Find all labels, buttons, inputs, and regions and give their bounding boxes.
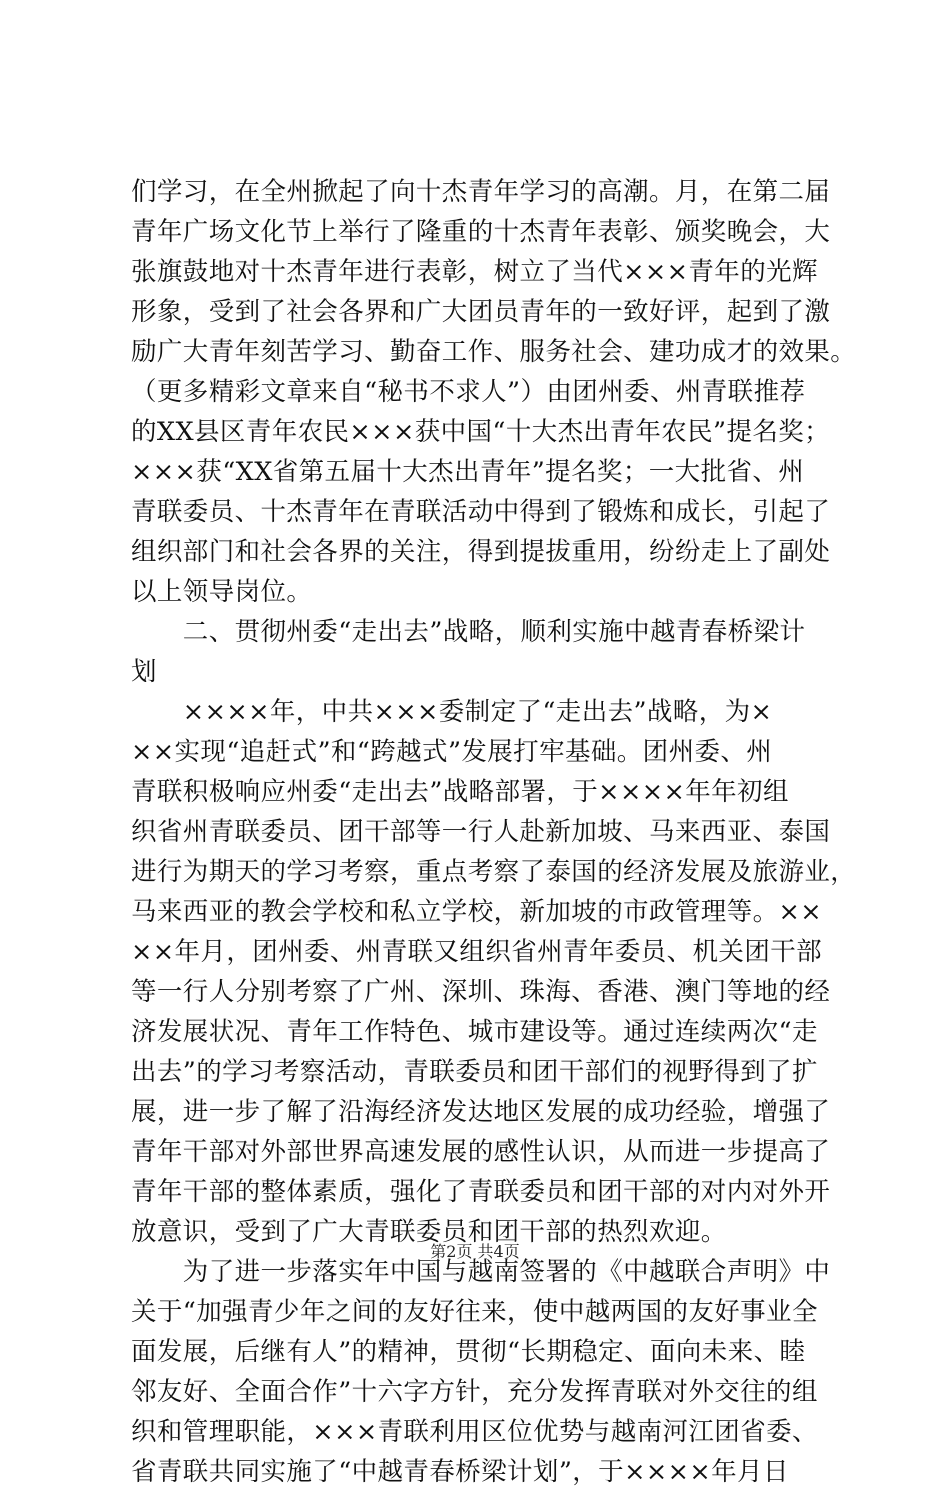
text-line: 青年干部的整体素质，强化了青联委员和团干部的对内对外开 <box>131 1177 831 1207</box>
text-line: 马来西亚的教会学校和私立学校，新加坡的市政管理等。×× <box>131 897 823 927</box>
text-line: 以上领导岗位。 <box>131 577 313 607</box>
document-body <box>131 172 857 1492</box>
text-line: 放意识，受到了广大青联委员和团干部的热烈欢迎。 <box>131 1217 727 1247</box>
text-line: 们学习，在全州掀起了向十杰青年学习的高潮。月，在第二届 <box>131 177 831 207</box>
text-line: 青年干部对外部世界高速发展的感性认识，从而进一步提高了 <box>131 1137 831 1167</box>
text-line: ××××年，中共×××委制定了“走出去”战略，为× <box>131 697 773 727</box>
text-line: 邻友好、全面合作”十六字方针，充分发挥青联对外交往的组 <box>131 1377 818 1407</box>
text-line: （更多精彩文章来自“秘书不求人”）由团州委、州青联推荐 <box>131 377 806 407</box>
text-line: 组织部门和社会各界的关注，得到提拔重用，纷纷走上了副处 <box>131 537 831 567</box>
text-line: 励广大青年刻苦学习、勤奋工作、服务社会、建功成才的效果。 <box>131 337 857 367</box>
text-line: 张旗鼓地对十杰青年进行表彰，树立了当代×××青年的光辉 <box>131 257 818 287</box>
text-line: 进行为期天的学习考察，重点考察了泰国的经济发展及旅游业， <box>131 857 857 887</box>
text-line: 出去”的学习考察活动，青联委员和团干部们的视野得到了扩 <box>131 1057 818 1087</box>
text-line: 展，进一步了解了沿海经济发达地区发展的成功经验，增强了 <box>131 1097 831 1127</box>
text-line: 织省州青联委员、团干部等一行人赴新加坡、马来西亚、泰国 <box>131 817 831 847</box>
text-line: 青联委员、十杰青年在青联活动中得到了锻炼和成长，引起了 <box>131 497 831 527</box>
text-line: ××年月，团州委、州青联又组织省州青年委员、机关团干部 <box>131 937 823 967</box>
text-line: 为了进一步落实年中国与越南签署的《中越联合声明》中 <box>131 1257 831 1287</box>
text-line: 织和管理职能，×××青联利用区位优势与越南河江团省委、 <box>131 1417 818 1447</box>
text-line: 济发展状况、青年工作特色、城市建设等。通过连续两次“走 <box>131 1017 818 1047</box>
text-line: 二、贯彻州委“走出去”战略，顺利实施中越青春桥梁计 <box>131 617 806 647</box>
text-line: 青年广场文化节上举行了隆重的十杰青年表彰、颁奖晚会，大 <box>131 217 831 247</box>
page-footer: 第2页 共4页 <box>430 1242 520 1261</box>
text-line: 等一行人分别考察了广州、深圳、珠海、香港、澳门等地的经 <box>131 977 831 1007</box>
text-line: 省青联共同实施了“中越青春桥梁计划”，于××××年月日 <box>131 1457 789 1487</box>
text-line: 形象，受到了社会各界和广大团员青年的一致好评，起到了激 <box>131 297 831 327</box>
text-line: 关于“加强青少年之间的友好往来，使中越两国的友好事业全 <box>131 1297 818 1327</box>
text-line: ×××获“XX省第五届十大杰出青年”提名奖；一大批省、州 <box>131 457 805 487</box>
text-line: 面发展，后继有人”的精神，贯彻“长期稳定、面向未来、睦 <box>131 1337 806 1367</box>
text-line: 的XX县区青年农民×××获中国“十大杰出青年农民”提名奖； <box>131 417 831 447</box>
text-line: 青联积极响应州委“走出去”战略部署，于××××年年初组 <box>131 777 789 807</box>
text-line: ××实现“追赶式”和“跨越式”发展打牢基础。团州委、州 <box>131 737 773 767</box>
text-line: 划 <box>131 657 157 687</box>
